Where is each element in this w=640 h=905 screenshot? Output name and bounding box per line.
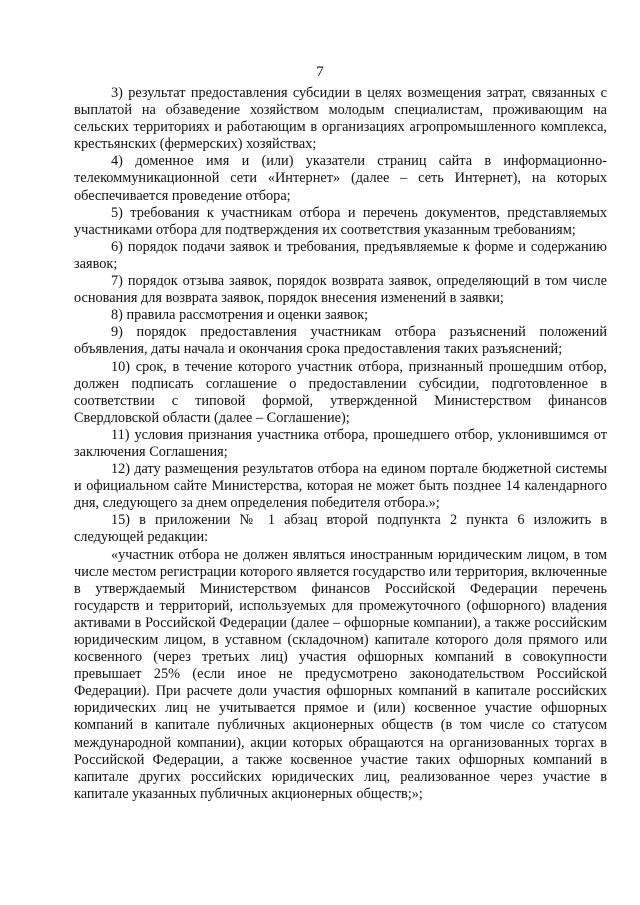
paragraph-item-6: 6) порядок подачи заявок и требования, предъявляемые к форме и содержанию заявок; xyxy=(74,238,607,272)
paragraph-item-4: 4) доменное имя и (или) указатели страниц сайта в информационно-телекоммуникационной сети «Интернет» (далее – сеть Интернет), на которых обеспечивается проведение отбора; xyxy=(74,153,607,204)
paragraph-item-10: 10) срок, в течение которого участник отбора, признанный прошедшим отбор, должен подписать соглашение о предоставлении субсидии, подготовленное в соответствии с типовой формой, утвержденной Министерством финансов Свердловской области (далее – Соглашение); xyxy=(74,358,607,426)
paragraph-item-11: 11) условия признания участника отбора, прошедшего отбор, уклонившимся от заключения Соглашения; xyxy=(74,426,607,460)
paragraph-item-5: 5) требования к участникам отбора и перечень документов, представляемых участниками отбора для подтверждения их соответствия указанным требованиям; xyxy=(74,204,607,238)
paragraph-item-3: 3) результат предоставления субсидии в целях возмещения затрат, связанных с выплатой на обзаведение хозяйством молодым специалистам, проживающим на сельских территориях и работающим в организациях агропромышленного комплекса, крестьянских (фермерских) хозяйствах; xyxy=(74,85,607,153)
paragraph-item-8: 8) правила рассмотрения и оценки заявок; xyxy=(111,307,369,324)
paragraph-item-12: 12) дату размещения результатов отбора на едином портале бюджетной системы и официальном сайте Министерства, которая не может быть позднее 14 календарного дня, следующего за днем определения победителя отбора.»; xyxy=(74,461,607,512)
amendment-item-15: 15) в приложении № 1 абзац второй подпункта 2 пункта 6 изложить в следующей редакции: xyxy=(74,512,607,546)
paragraph-item-7: 7) порядок отзыва заявок, порядок возврата заявок, определяющий в том числе основания для возврата заявок, порядок внесения изменений в заявки; xyxy=(74,273,607,307)
page-number: 7 xyxy=(316,64,324,80)
paragraph-item-9: 9) порядок предоставления участникам отбора разъяснений положений объявления, даты начала и окончания срока предоставления таких разъяснений; xyxy=(74,324,607,358)
document-body xyxy=(74,85,607,803)
quoted-new-wording: «участник отбора не должен являться иностранным юридическим лицом, в том числе местом регистрации которого является государство или территория, включенные в утверждаемый Министерством финансов Российской Федерации перечень государств и территорий, используемых для промежуточного (офшорного) владения активами в Российской Федерации (далее – офшорные компании), а также российским юридическим лицом, в уставном (складочном) капитале которого доля прямого или косвенного (через третьих лиц) участия офшорных компаний в совокупности превышает 25% (если иное не предусмотрено законодательством Российской Федерации). При расчете доли участия офшорных компаний в капитале российских юридических лиц не учитывается прямое и (или) косвенное участие офшорных компаний в капитале публичных акционерных обществ (в том числе со статусом международной компании), акции которых обращаются на организованных торгах в Российской Федерации, а также косвенное участие таких офшорных компаний в капитале других российских юридических лиц, реализованное через участие в капитале указанных публичных акционерных обществ;»; xyxy=(74,546,607,802)
